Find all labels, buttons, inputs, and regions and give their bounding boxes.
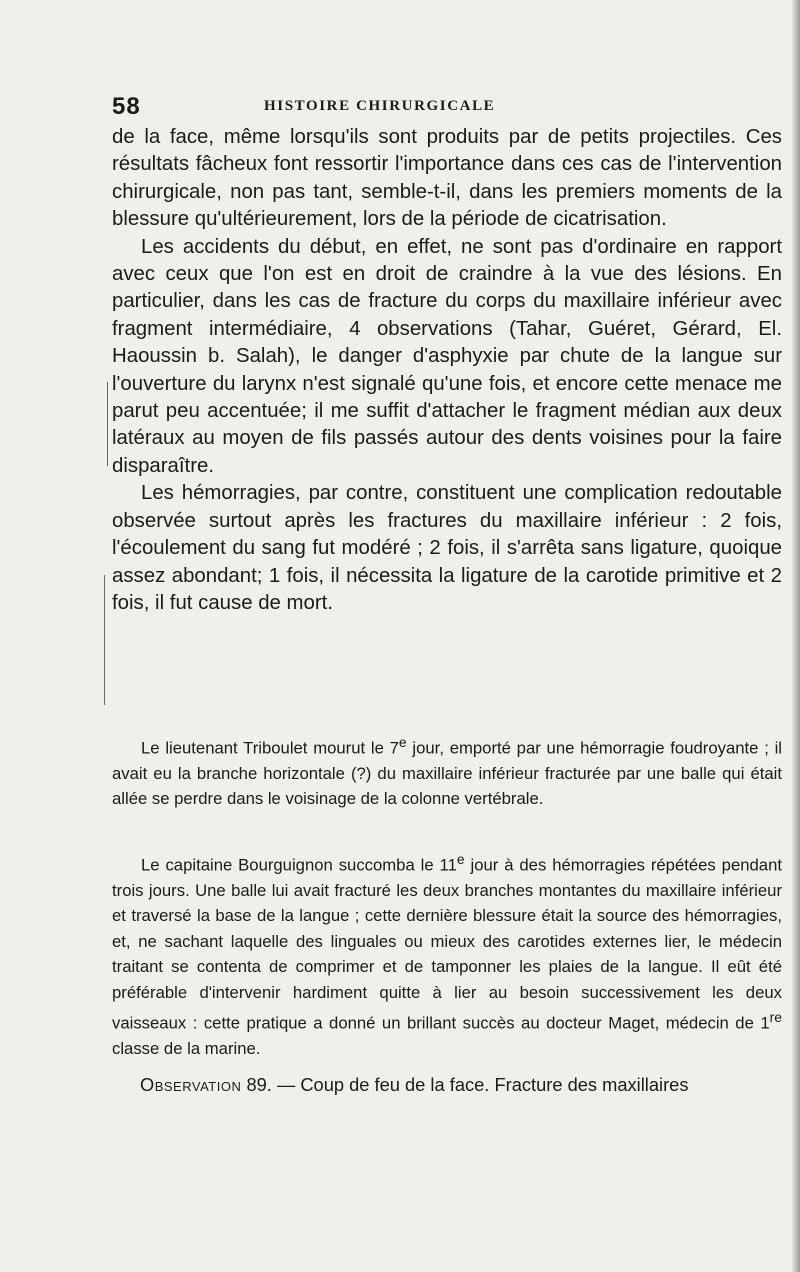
superscript: e [398, 734, 407, 750]
case-triboulet [112, 730, 782, 812]
running-title: HISTOIRE CHIRURGICALE [264, 98, 496, 114]
paragraph-accidents: Les accidents du début, en effet, ne sont pas d'ordinaire en rapport avec ceux que l'on est en droit de craindre à la vue des lésions. En particulier, dans les cas de fracture du corps du maxillaire inférieur avec fragment intermédiaire, 4 observations (Tahar, Guéret, Gérard, El. Haoussin b. Salah), le danger d'asphyxie par chute de la langue sur l'ouverture du larynx n'est signalé qu'une fois, et encore cette menace me parut peu accentuée; il me suffit d'attacher le fragment médian aux deux latéraux au moyen de fils passés autour des dents voisines pour la faire disparaître. [112, 235, 782, 477]
margin-pencil-mark [107, 382, 108, 466]
case-text: Le lieutenant Triboulet mourut le 7 [141, 738, 399, 758]
observation-label: Observation [140, 1074, 242, 1095]
superscript: re [769, 1009, 782, 1025]
case-text: jour à des hémorragies répétées pendant trois jours. Une balle lui avait fracturé les deux branches montantes du maxillaire inférieur et traversé la base de la langue ; cette dernière blessure était la source des hémorragies, et, ne sachant laquelle des linguales ou mieux des carotides externes lier, le médecin traitant se contenta de comprimer et de tamponner les plaies de la langue. Il eût été préférable d'intervenir hardiment quitte à lier au besoin successivement les deux vaisseaux : cette pratique a donné un brillant succès au docteur Maget, médecin de 1 [112, 855, 782, 1033]
page-number: 58 [112, 93, 141, 120]
case-text: Le capitaine Bourguignon succomba le 11 [141, 855, 457, 875]
page-header [112, 93, 772, 119]
observation-heading [140, 1072, 790, 1097]
case-text: jour, emporté par une hémorragie foudroyante ; il avait eu la branche horizontale (?) du maxillaire inférieur fracturée par une balle qui était allée se perdre dans le voisinage de la colonne vertébrale. [112, 738, 782, 809]
case-text: classe de la marine. [112, 1038, 261, 1058]
paragraph-hemorrhages: Les hémorragies, par contre, constituent une complication redoutable observée surtout après les fractures du maxillaire inférieur : 2 fois, l'écoulement du sang fut modéré ; 2 fois, il s'arrêta sans ligature, quoique assez abondant; 1 fois, il nécessita la ligature de la carotide primitive et 2 fois, il fut cause de mort. [112, 482, 782, 614]
case-bourguignon [112, 847, 782, 1061]
paragraph-continuation: de la face, même lorsqu'ils sont produits par de petits projectiles. Ces résultats fâcheux font ressortir l'importance dans ces cas de l'intervention chirurgicale, non pas tant, semble-t-il, dans les premiers moments de la blessure qu'ultérieurement, lors de la période de cicatrisation. [112, 126, 782, 231]
superscript: e [456, 851, 465, 867]
observation-title: — Coup de feu de la face. Fracture des maxillaires [276, 1074, 689, 1095]
case-paragraph [112, 847, 782, 1061]
observation-number: 89. [246, 1074, 272, 1095]
main-body-text [112, 124, 782, 617]
page-edge-shadow [792, 0, 800, 1272]
margin-pencil-mark [104, 575, 105, 705]
case-paragraph [112, 730, 782, 812]
